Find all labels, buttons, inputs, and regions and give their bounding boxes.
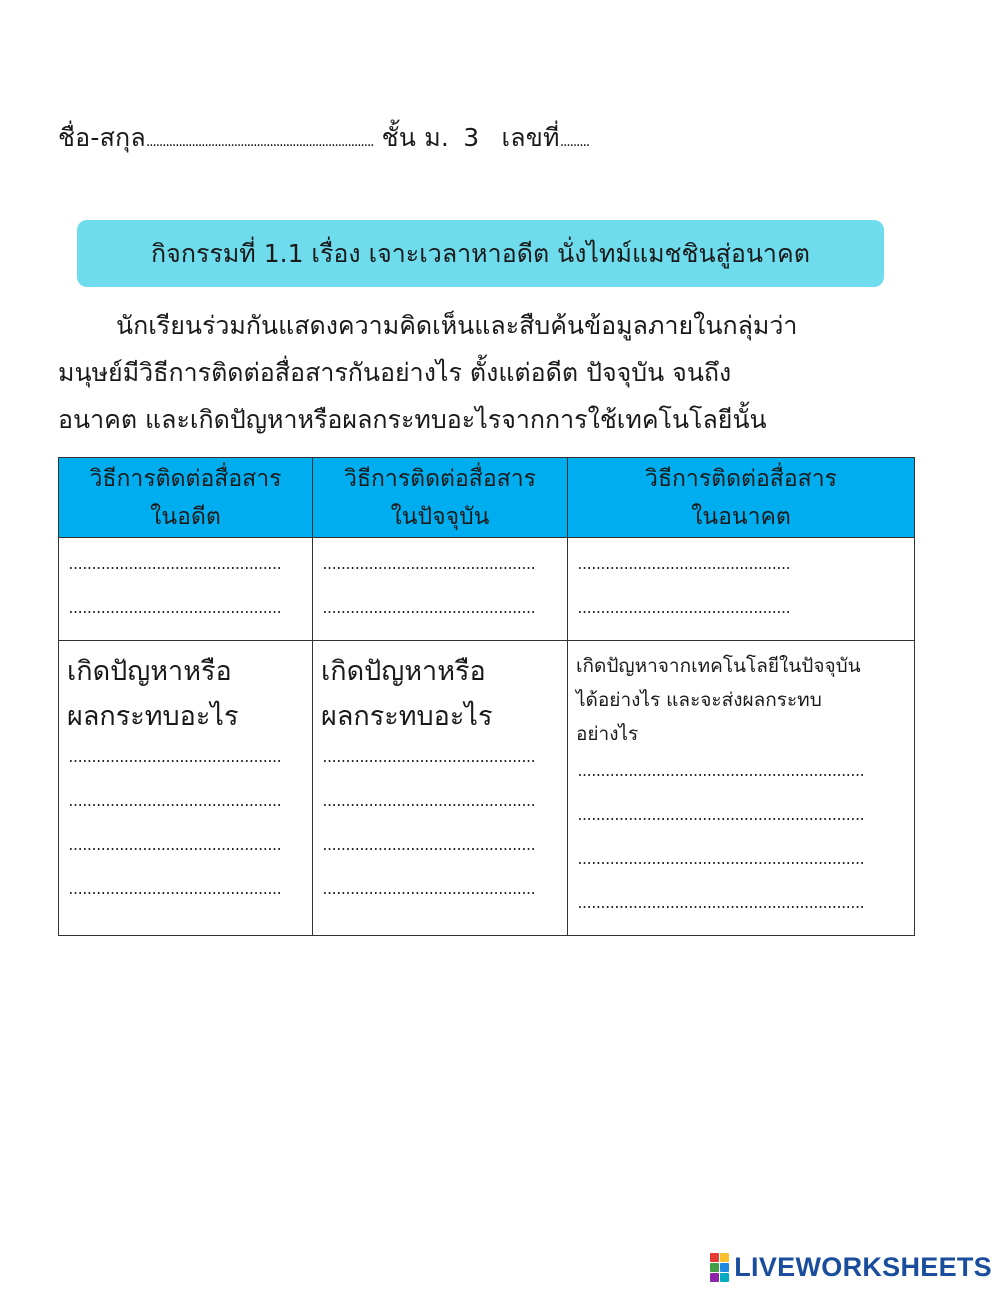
table-row — [59, 641, 915, 936]
answer-line[interactable]: .............................................................. — [576, 809, 863, 824]
answer-cell-future — [568, 538, 915, 641]
name-field[interactable]: ...................................................................... — [145, 134, 374, 150]
answer-line[interactable]: .............................................. — [67, 883, 280, 898]
answer-line[interactable]: .............................................. — [321, 751, 534, 766]
activity-title: กิจกรรมที่ 1.1 เรื่อง เจาะเวลาหาอดีต นั่งไทม์แมชชินสู่อนาคต — [151, 238, 810, 268]
answer-cell-present — [313, 538, 568, 641]
question-text: เกิดปัญหาหรือ — [321, 656, 486, 687]
question-text: เกิดปัญหาจากเทคโนโลยีในปัจจุบัน — [576, 655, 861, 677]
problem-question — [321, 649, 559, 739]
liveworksheets-logo — [710, 1252, 992, 1283]
question-text: ได้อย่างไร และจะส่งผลกระทบ — [576, 689, 822, 711]
table-row — [59, 538, 915, 641]
class-value: 3 — [463, 123, 480, 152]
answer-line[interactable]: .............................................. — [67, 602, 280, 617]
question-text: อย่างไร — [576, 723, 639, 745]
header-text: วิธีการติดต่อสื่อสาร — [645, 465, 837, 492]
header-past — [59, 458, 313, 538]
student-info-line — [58, 118, 589, 158]
answer-line[interactable]: .............................................. — [67, 558, 280, 573]
header-text: วิธีการติดต่อสื่อสาร — [344, 465, 536, 492]
answer-line[interactable]: .............................................. — [67, 751, 280, 766]
answer-cell-past — [59, 538, 313, 641]
answer-line[interactable]: .............................................. — [576, 558, 789, 573]
answer-line[interactable]: .............................................................. — [576, 897, 863, 912]
answer-line[interactable]: .............................................. — [321, 558, 534, 573]
logo-block — [710, 1263, 719, 1272]
logo-block — [710, 1273, 719, 1282]
problem-question — [576, 649, 906, 751]
answer-line[interactable]: .............................................. — [576, 602, 789, 617]
question-text: ผลกระทบอะไร — [67, 701, 239, 732]
problem-question — [67, 649, 304, 739]
answer-line[interactable]: .............................................. — [321, 795, 534, 810]
logo-block — [720, 1253, 729, 1262]
problem-cell-future — [568, 641, 915, 936]
problem-cell-past — [59, 641, 313, 936]
communication-table — [58, 457, 915, 936]
problem-cell-present — [313, 641, 568, 936]
question-text: เกิดปัญหาหรือ — [67, 656, 232, 687]
number-field[interactable]: ......... — [559, 134, 589, 150]
answer-line[interactable]: .............................................. — [67, 839, 280, 854]
instructions-line: นักเรียนร่วมกันแสดงความคิดเห็นและสืบค้นข้อมูลภายในกลุ่มว่า — [116, 311, 798, 340]
answer-line[interactable]: .............................................. — [67, 795, 280, 810]
number-label: เลขที่ — [501, 123, 560, 152]
header-future — [568, 458, 915, 538]
instructions-line: มนุษย์มีวิธีการติดต่อสื่อสารกันอย่างไร ตั้งแต่อดีต ปัจจุบัน จนถึง — [58, 358, 732, 387]
logo-block — [720, 1273, 729, 1282]
answer-line[interactable]: .............................................. — [321, 883, 534, 898]
answer-line[interactable]: .............................................................. — [576, 853, 863, 868]
header-text: ในปัจจุบัน — [390, 503, 490, 530]
instructions-line: อนาคต และเกิดปัญหาหรือผลกระทบอะไรจากการใช้เทคโนโลยีนั้น — [58, 405, 767, 434]
table-header-row — [59, 458, 915, 538]
answer-line[interactable]: .............................................. — [321, 602, 534, 617]
header-text: วิธีการติดต่อสื่อสาร — [89, 465, 282, 492]
header-text: ในอดีต — [150, 503, 221, 530]
logo-block — [710, 1253, 719, 1262]
header-present — [313, 458, 568, 538]
question-text: ผลกระทบอะไร — [321, 701, 493, 732]
class-label: ชั้น ม. — [381, 123, 450, 152]
logo-block — [720, 1263, 729, 1272]
logo-blocks-icon — [710, 1253, 729, 1282]
instructions-paragraph — [58, 302, 888, 443]
name-label: ชื่อ-สกุล — [58, 123, 146, 152]
activity-title-banner — [77, 220, 884, 287]
answer-line[interactable]: .............................................................. — [576, 765, 863, 780]
logo-text: LIVEWORKSHEETS — [734, 1252, 992, 1282]
answer-line[interactable]: .............................................. — [321, 839, 534, 854]
header-text: ในอนาคต — [691, 503, 791, 530]
